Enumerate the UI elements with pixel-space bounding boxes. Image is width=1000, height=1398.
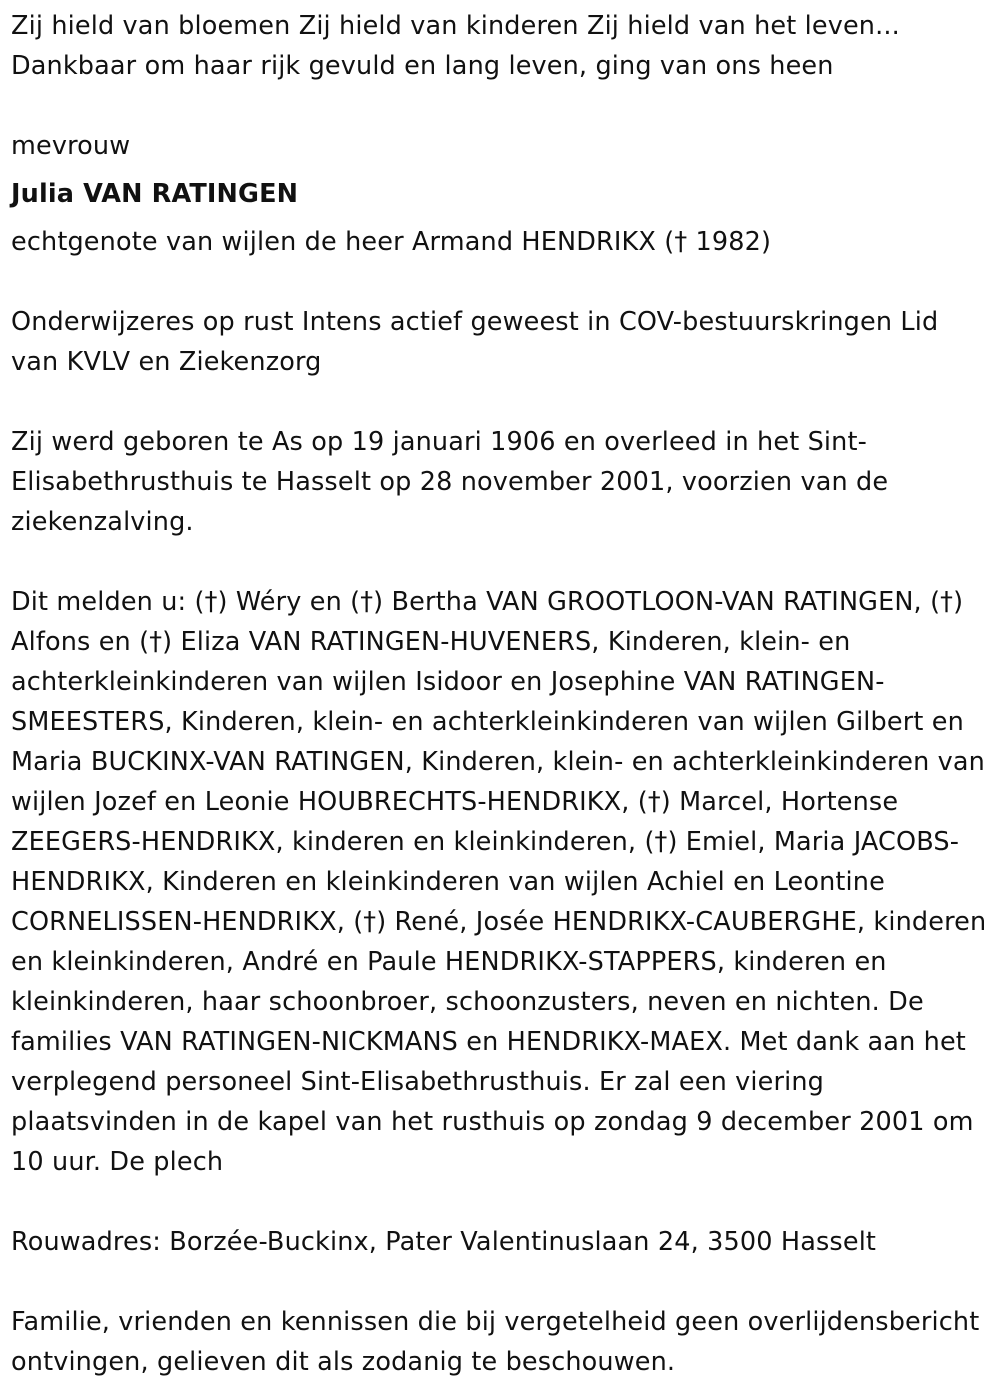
salutation: mevrouw xyxy=(11,131,131,161)
intro-line-1: Zij hield van bloemen Zij hield van kinderen Zij hield van het leven... xyxy=(11,11,900,41)
spacer xyxy=(11,382,989,422)
spacer xyxy=(11,1182,989,1222)
spacer xyxy=(11,1262,989,1302)
closing-paragraph: Familie, vrienden en kennissen die bij vergetelheid geen overlijdensbericht ontvingen, gelieven dit als zodanig te beschouwen. xyxy=(11,1307,980,1377)
birth-death-paragraph: Zij werd geboren te As op 19 januari 1906 en overleed in het Sint-Elisabethrusthuis te Hasselt op 28 november 2001, voorzien van de ziekenzalving. xyxy=(11,427,889,537)
spacer xyxy=(11,86,989,126)
deceased-name: Julia VAN RATINGEN xyxy=(11,179,299,209)
occupation-paragraph: Onderwijzeres op rust Intens actief geweest in COV-bestuurskringen Lid van KVLV en Ziekenzorg xyxy=(11,307,939,377)
spacer xyxy=(11,262,989,302)
announcement-paragraph: Dit melden u: (†) Wéry en (†) Bertha VAN GROOTLOON-VAN RATINGEN, (†) Alfons en (†) Eliza VAN RATINGEN-HUVENERS, Kinderen, klein- en achterkleinkinderen van wijlen Isidoor en Josephine VAN RATINGEN-SMEESTERS, Kinderen, klein- en achterkleinkinderen van wijlen Gilbert en Maria BUCKINX-VAN RATINGEN, Kinderen, klein- en achterkleinkinderen van wijlen Jozef en Leonie HOUBRECHTS-HENDRIKX, (†) Marcel, Hortense ZEEGERS-HENDRIKX, kinderen en kleinkinderen, (†) Emiel, Maria JACOBS-HENDRIKX, Kinderen en kleinkinderen van wijlen Achiel en Leontine CORNELISSEN-HENDRIKX, (†) René, Josée HENDRIKX-CAUBERGHE, kinderen en kleinkinderen, André en Paule HENDRIKX-STAPPERS, kinderen en kleinkinderen, haar schoonbroer, schoonzusters, neven en nichten. De families VAN RATINGEN-NICKMANS en HENDRIKX-MAEX. Met dank aan het verplegend personeel Sint-Elisabethrusthuis. Er zal een viering plaatsvinden in de kapel van het rusthuis op zondag 9 december 2001 om 10 uur. De plech xyxy=(11,587,987,1177)
spouse-line: echtgenote van wijlen de heer Armand HENDRIKX († 1982) xyxy=(11,227,772,257)
spacer xyxy=(11,542,989,582)
intro-line-2: Dankbaar om haar rijk gevuld en lang leven, ging van ons heen xyxy=(11,51,834,81)
address-paragraph: Rouwadres: Borzée-Buckinx, Pater Valentinuslaan 24, 3500 Hasselt xyxy=(11,1227,877,1257)
